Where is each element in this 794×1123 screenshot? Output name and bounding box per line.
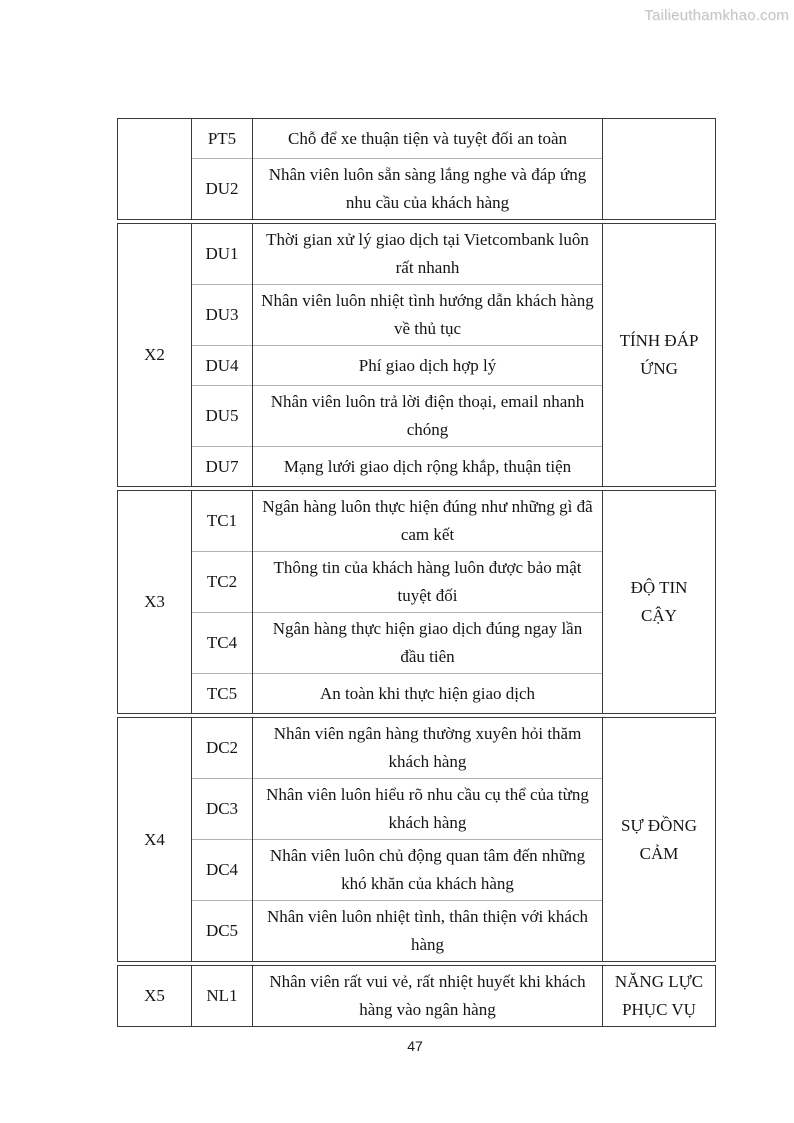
table-section-continuation <box>117 118 716 220</box>
item-description-cell: Nhân viên luôn sẵn sàng lắng nghe và đáp ứng nhu cầu của khách hàng <box>253 159 603 220</box>
survey-items-table <box>117 118 715 1027</box>
table-section-x5 <box>117 965 716 1027</box>
item-code-cell: DC3 <box>192 779 253 840</box>
item-code-cell: DU5 <box>192 386 253 447</box>
item-code-cell: NL1 <box>192 966 253 1027</box>
table-section-x3 <box>117 490 716 714</box>
category-cell <box>603 119 716 220</box>
page-number: 47 <box>407 1038 423 1054</box>
category-cell: NĂNG LỰC PHỤC VỤ <box>603 966 716 1027</box>
item-description-cell: Nhân viên luôn chủ động quan tâm đến những khó khăn của khách hàng <box>253 840 603 901</box>
item-code-cell: TC2 <box>192 552 253 613</box>
item-description-cell: Ngân hàng thực hiện giao dịch đúng ngay lần đầu tiên <box>253 613 603 674</box>
item-code-cell: DC4 <box>192 840 253 901</box>
item-code-cell: TC4 <box>192 613 253 674</box>
item-code-cell: DU7 <box>192 447 253 487</box>
group-cell: X3 <box>118 491 192 714</box>
item-code-cell: DC2 <box>192 718 253 779</box>
item-description-cell: Nhân viên luôn hiểu rõ nhu cầu cụ thể của từng khách hàng <box>253 779 603 840</box>
item-description-cell: Thông tin của khách hàng luôn được bảo mật tuyệt đối <box>253 552 603 613</box>
table-section-x4 <box>117 717 716 962</box>
item-code-cell: DU4 <box>192 346 253 386</box>
category-cell: SỰ ĐỒNG CẢM <box>603 718 716 962</box>
item-description-cell: Chỗ để xe thuận tiện và tuyệt đối an toàn <box>253 119 603 159</box>
item-description-cell: Ngân hàng luôn thực hiện đúng như những gì đã cam kết <box>253 491 603 552</box>
item-description-cell: Mạng lưới giao dịch rộng khắp, thuận tiện <box>253 447 603 487</box>
item-description-cell: Phí giao dịch hợp lý <box>253 346 603 386</box>
table-row <box>118 718 716 779</box>
item-description-cell: An toàn khi thực hiện giao dịch <box>253 674 603 714</box>
category-cell: TÍNH ĐÁP ỨNG <box>603 224 716 487</box>
item-description-cell: Thời gian xử lý giao dịch tại Vietcombank luôn rất nhanh <box>253 224 603 285</box>
table-row <box>118 966 716 1027</box>
table-row <box>118 119 716 159</box>
group-cell: X2 <box>118 224 192 487</box>
item-code-cell: PT5 <box>192 119 253 159</box>
table-section-x2 <box>117 223 716 487</box>
item-code-cell: TC1 <box>192 491 253 552</box>
item-description-cell: Nhân viên rất vui vẻ, rất nhiệt huyết khi khách hàng vào ngân hàng <box>253 966 603 1027</box>
item-description-cell: Nhân viên luôn trả lời điện thoại, email nhanh chóng <box>253 386 603 447</box>
table-row <box>118 224 716 285</box>
group-cell: X4 <box>118 718 192 962</box>
item-description-cell: Nhân viên luôn nhiệt tình hướng dẫn khách hàng về thủ tục <box>253 285 603 346</box>
item-description-cell: Nhân viên luôn nhiệt tình, thân thiện với khách hàng <box>253 901 603 962</box>
item-code-cell: DC5 <box>192 901 253 962</box>
item-code-cell: DU3 <box>192 285 253 346</box>
table-row <box>118 491 716 552</box>
item-description-cell: Nhân viên ngân hàng thường xuyên hỏi thăm khách hàng <box>253 718 603 779</box>
group-cell: X5 <box>118 966 192 1027</box>
item-code-cell: DU1 <box>192 224 253 285</box>
group-cell <box>118 119 192 220</box>
item-code-cell: DU2 <box>192 159 253 220</box>
item-code-cell: TC5 <box>192 674 253 714</box>
watermark-text: Tailieuthamkhao.com <box>644 7 789 24</box>
category-cell: ĐỘ TIN CẬY <box>603 491 716 714</box>
